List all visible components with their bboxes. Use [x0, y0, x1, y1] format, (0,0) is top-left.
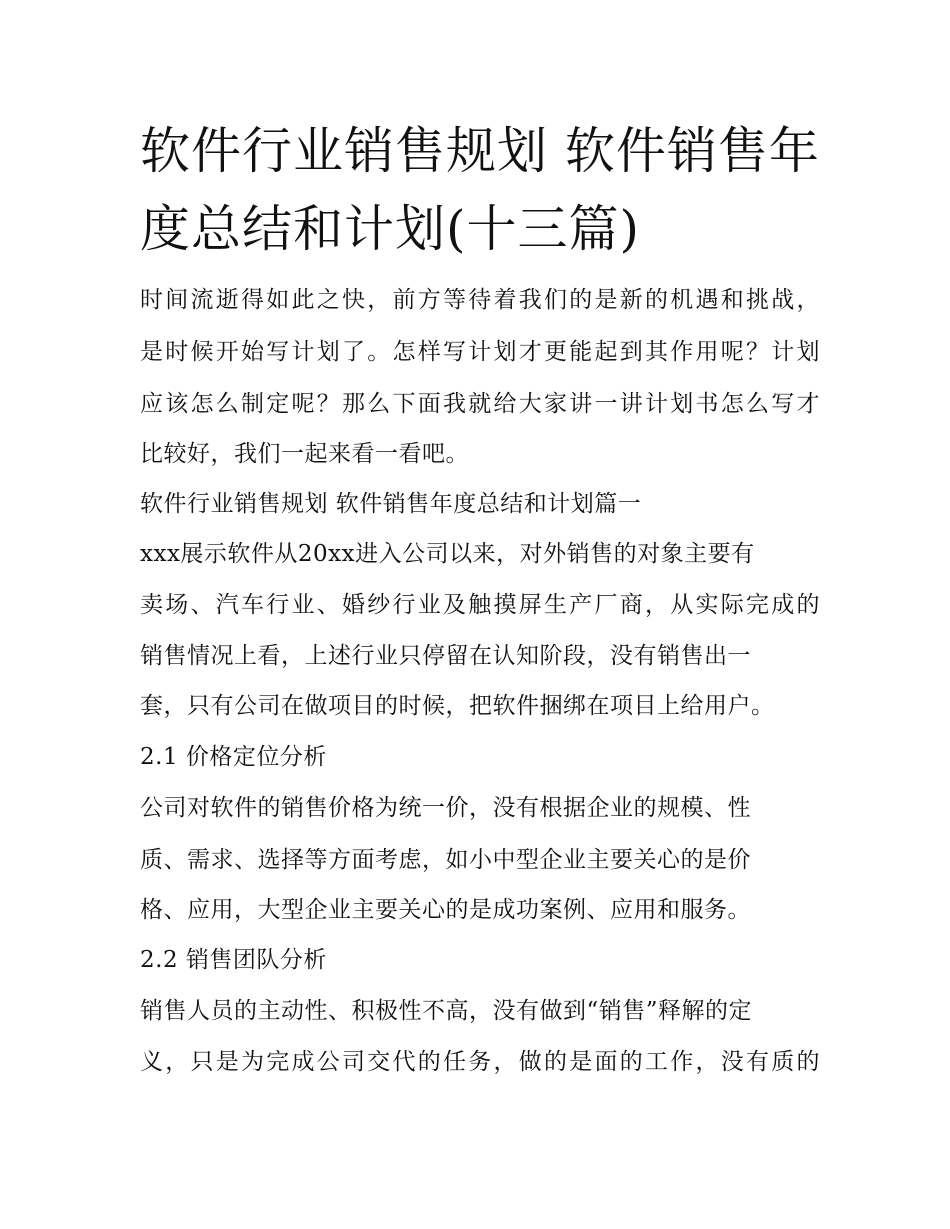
paragraph-line: 义，只是为完成公司交代的任务，做的是面的工作，没有质的 — [140, 1049, 820, 1075]
paragraph-line: 是时候开始写计划了。怎样写计划才更能起到其作用呢？计划 — [140, 339, 820, 365]
paragraph-line: 公司对软件的销售价格为统一价，没有根据企业的规模、性 — [140, 795, 751, 821]
paragraph-line: xxx展示软件从20xx进入公司以来，对外销售的对象主要有 — [140, 541, 755, 567]
subsection-heading: 2.2 销售团队分析 — [140, 947, 327, 973]
paragraph-line: 质、需求、选择等方面考虑，如小中型企业主要关心的是价 — [140, 847, 751, 873]
paragraph-line: 比较好，我们一起来看一看吧。 — [140, 441, 469, 467]
subsection-heading: 2.1 价格定位分析 — [140, 744, 327, 770]
paragraph-line: 销售人员的主动性、积极性不高，没有做到“销售”释解的定 — [140, 998, 753, 1024]
paragraph-line: 应该怎么制定呢？那么下面我就给大家讲一讲计划书怎么写才 — [140, 391, 820, 417]
paragraph-line: 套，只有公司在做项目的时候，把软件捆绑在项目上给用户。 — [140, 693, 775, 719]
paragraph-line: 时间流逝得如此之快，前方等待着我们的是新的机遇和挑战， — [140, 287, 820, 313]
paragraph-line: 销售情况上看，上述行业只停留在认知阶段，没有销售出一 — [140, 643, 751, 669]
paragraph-line: 格、应用，大型企业主要关心的是成功案例、应用和服务。 — [140, 897, 751, 923]
section-heading: 软件行业销售规划 软件销售年度总结和计划篇一 — [140, 491, 642, 517]
paragraph-line: 卖场、汽车行业、婚纱行业及触摸屏生产厂商，从实际完成的 — [140, 592, 820, 618]
document-title: 软件行业销售规划 软件销售年度总结和计划(十三篇) — [140, 122, 820, 258]
